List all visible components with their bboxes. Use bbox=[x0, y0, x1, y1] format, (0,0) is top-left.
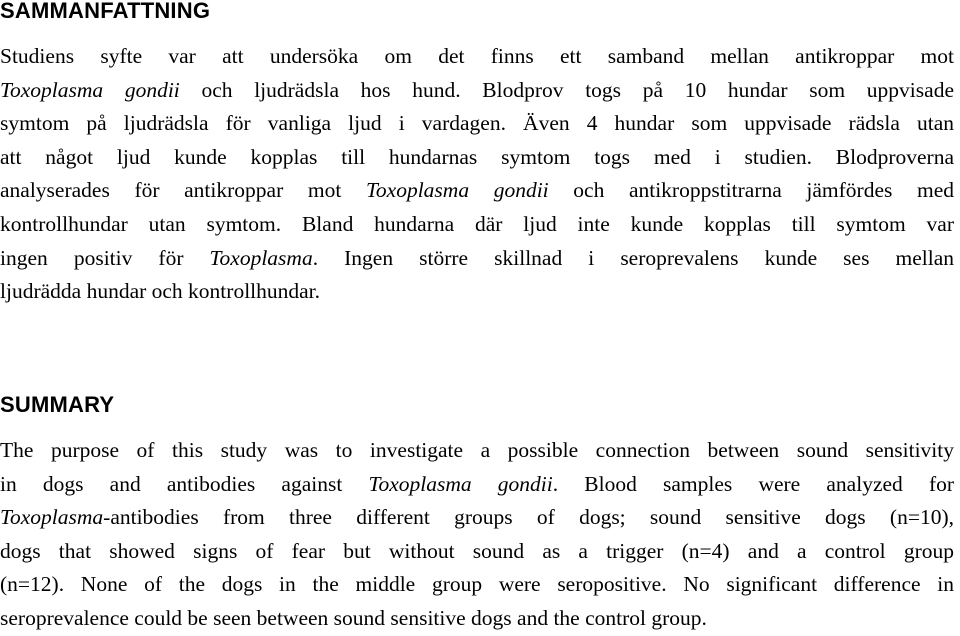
text-segment: och ljudrädsla hos hund. Blodprov togs på 10 hundar som uppvisade bbox=[179, 77, 954, 102]
english-summary-heading: SUMMARY bbox=[0, 392, 115, 417]
text-segment: kontrollhundar utan symtom. Bland hundarna där ljud inte kunde kopplas till symtom var bbox=[0, 211, 954, 236]
text-segment: (n=12). None of the dogs in the middle group were seropositive. No significant difference in bbox=[0, 572, 954, 597]
text-segment: och antikroppstitrarna jämfördes med bbox=[548, 178, 955, 203]
text-segment: . Ingen större skillnad i seroprevalens kunde ses mellan bbox=[312, 245, 955, 270]
italic-term: Toxoplasma gondii bbox=[368, 471, 553, 496]
text-segment: Studiens syfte var att undersöka om det finns ett samband mellan antikroppar mot bbox=[0, 44, 954, 68]
text-line bbox=[0, 602, 954, 636]
text-segment: . Blood samples were analyzed for bbox=[552, 471, 955, 496]
text-segment: analyserades för antikroppar mot bbox=[0, 178, 366, 203]
text-segment: in dogs and antibodies against bbox=[0, 471, 369, 496]
text-segment: seroprevalence could be seen between sound sensitive dogs and the control group. bbox=[0, 605, 707, 630]
text-segment: symtom på ljudrädsla för vanliga ljud i vardagen. Även 4 hundar som uppvisade rädsla utan bbox=[0, 111, 954, 136]
text-line bbox=[0, 275, 954, 309]
text-line bbox=[0, 208, 954, 242]
swedish-summary-heading: SAMMANFATTNING bbox=[0, 0, 211, 23]
text-line bbox=[0, 242, 954, 276]
swedish-summary-paragraph bbox=[0, 40, 954, 309]
text-line bbox=[0, 501, 954, 535]
text-segment: ljudrädda hundar och kontrollhundar. bbox=[0, 279, 321, 304]
text-segment: -antibodies from three different groups of dogs; sound sensitive dogs (n=10), bbox=[103, 505, 954, 530]
text-line bbox=[0, 468, 954, 502]
text-line bbox=[0, 40, 954, 74]
text-line bbox=[0, 74, 954, 108]
text-line bbox=[0, 141, 954, 175]
english-summary-paragraph bbox=[0, 434, 954, 636]
text-segment: att något ljud kunde kopplas till hundarnas symtom togs med i studien. Blodproverna bbox=[0, 144, 954, 169]
text-segment: dogs that showed signs of fear but without sound as a trigger (n=4) and a control group bbox=[0, 538, 954, 563]
text-line bbox=[0, 535, 954, 569]
text-segment: ingen positiv för bbox=[0, 245, 210, 270]
italic-term: Toxoplasma bbox=[0, 505, 104, 530]
text-line bbox=[0, 107, 954, 141]
text-line bbox=[0, 174, 954, 208]
italic-term: Toxoplasma bbox=[209, 245, 313, 270]
italic-term: Toxoplasma gondii bbox=[365, 178, 549, 203]
italic-term: Toxoplasma gondii bbox=[0, 77, 180, 102]
text-line bbox=[0, 568, 954, 602]
text-segment: The purpose of this study was to investigate a possible connection between sound sensitivity bbox=[0, 438, 954, 462]
text-line bbox=[0, 434, 954, 468]
